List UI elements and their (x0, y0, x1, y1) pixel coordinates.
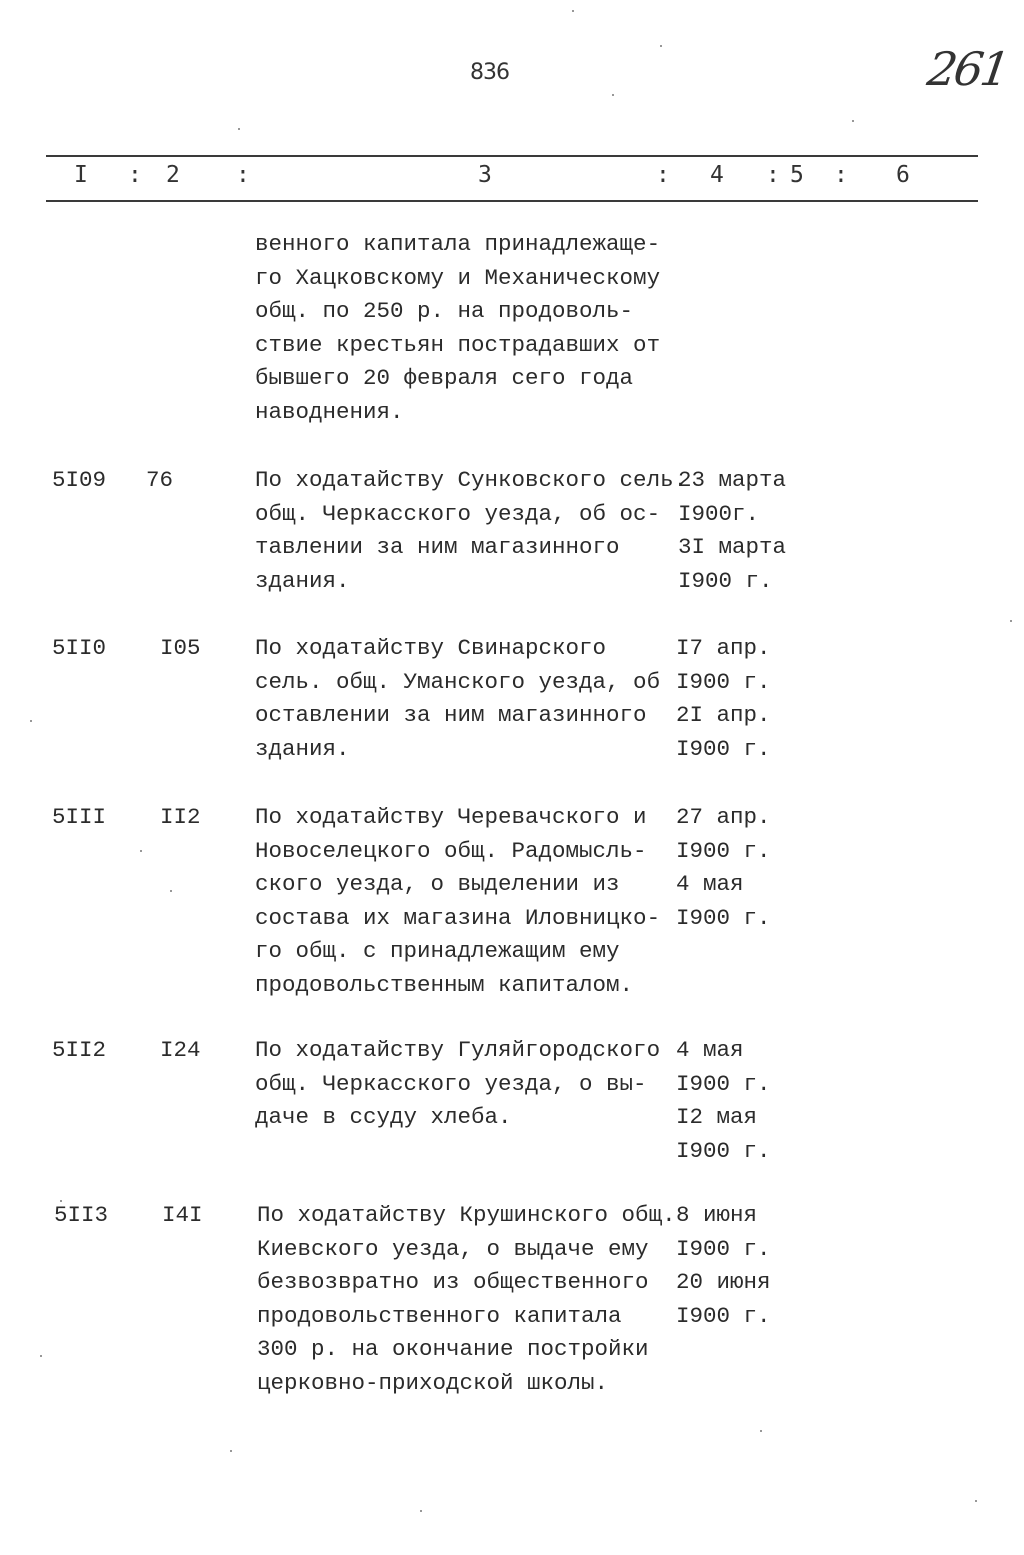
description-line: церковно-приходской школы. (257, 1369, 609, 1396)
column-header-2: 2 (166, 162, 180, 188)
description-line: бывшего 20 февраля сего года (255, 365, 634, 391)
file-number: 76 (146, 467, 174, 493)
entry-description (255, 464, 687, 598)
date-line: I7 апр. (676, 635, 771, 661)
date-line: 20 июня (676, 1269, 771, 1295)
date-line: 4 мая (676, 1037, 744, 1063)
description-line: Киевского уезда, о выдаче ему (257, 1235, 649, 1262)
description-line: го Хацковскому и Механическому (255, 264, 661, 291)
header-bottom-rule (46, 200, 978, 202)
date-line: 8 июня (676, 1202, 758, 1228)
date-line: I900 г. (676, 1137, 771, 1164)
date-line: 4 мая (676, 871, 744, 897)
column-separator: : (766, 162, 780, 188)
entry-dates (676, 1199, 771, 1333)
description-line: ского уезда, о выделении из (255, 871, 620, 897)
column-header-5: 5 (790, 162, 804, 188)
entry-description (255, 1034, 660, 1135)
description-line: По ходатайству Свинарского (255, 635, 607, 661)
description-line: венного капитала принадлежаще- (255, 231, 661, 257)
description-line: здания. (255, 735, 350, 762)
date-line: I900 г. (676, 735, 771, 762)
date-line: 23 марта (678, 467, 787, 493)
column-header-3: 3 (478, 162, 492, 188)
description-line: По ходатайству Крушинского общ. (257, 1202, 676, 1228)
column-separator: : (834, 162, 848, 188)
date-line: I900 г. (676, 904, 771, 931)
description-line: По ходатайству Сунковского сель. (255, 467, 688, 493)
column-separator: : (236, 162, 250, 188)
column-header-1: I (74, 162, 88, 188)
description-line: продовольственного капитала (257, 1302, 622, 1329)
description-line: го общ. с принадлежащим ему (255, 938, 620, 964)
page-number: 836 (470, 60, 509, 85)
date-line: I900 г. (676, 837, 771, 864)
header-top-rule (46, 155, 978, 157)
date-line: I900 г. (676, 1302, 771, 1329)
date-line: I900 г. (676, 1235, 771, 1262)
file-number: I05 (160, 635, 201, 661)
description-line: продовольственным капиталом. (255, 971, 634, 998)
entry-dates (676, 801, 771, 935)
entry-number: 5II2 (52, 1037, 107, 1063)
description-line: даче в ссуду хлеба. (255, 1104, 512, 1130)
description-line: общ. Черкасского уезда, о вы- (255, 1070, 647, 1097)
entry-dates (678, 464, 786, 598)
date-line: 27 апр. (676, 804, 771, 830)
date-line: 2I апр. (676, 702, 771, 728)
description-line: безвозвратно из общественного (257, 1269, 649, 1295)
date-line: I900 г. (676, 1070, 771, 1097)
description-line: тавлении за ним магазинного (255, 534, 620, 560)
description-line: 300 р. на окончание постройки (257, 1336, 649, 1362)
column-separator: : (656, 162, 670, 188)
description-line: здания. (255, 567, 350, 594)
date-line: I900 г. (678, 567, 773, 594)
date-line: 3I марта (678, 534, 787, 560)
archive-sheet-number: 261 (924, 42, 1011, 96)
entry-description (255, 632, 660, 766)
date-line: I900г. (678, 500, 760, 527)
description-line: состава их магазина Иловницко- (255, 904, 661, 931)
description-line: ствие крестьян пострадавших от (255, 331, 661, 358)
column-header-4: 4 (710, 162, 724, 188)
description-line: наводнения. (255, 398, 404, 425)
entry-description (257, 1199, 676, 1400)
entry-description (255, 801, 660, 1002)
continuation-description (255, 228, 660, 429)
date-line: I900 г. (676, 668, 771, 695)
column-header-6: 6 (896, 162, 910, 188)
description-line: общ. по 250 р. на продоволь- (255, 298, 634, 324)
description-line: сель. общ. Уманского уезда, об (255, 668, 661, 695)
description-line: оставлении за ним магазинного (255, 702, 647, 728)
column-separator: : (128, 162, 142, 188)
description-line: Новоселецкого общ. Радомысль- (255, 837, 647, 864)
file-number: I4I (162, 1202, 203, 1228)
entry-dates (676, 1034, 771, 1168)
entry-number: 5I09 (52, 467, 107, 493)
file-number: II2 (160, 804, 201, 830)
entry-number: 5II0 (52, 635, 107, 661)
entry-number: 5III (52, 804, 107, 830)
entry-dates (676, 632, 771, 766)
file-number: I24 (160, 1037, 201, 1063)
entry-number: 5II3 (54, 1202, 109, 1228)
description-line: общ. Черкасского уезда, об ос- (255, 500, 661, 527)
description-line: По ходатайству Гуляйгородского (255, 1037, 661, 1063)
description-line: По ходатайству Черевачского и (255, 804, 647, 830)
date-line: I2 мая (676, 1104, 758, 1130)
